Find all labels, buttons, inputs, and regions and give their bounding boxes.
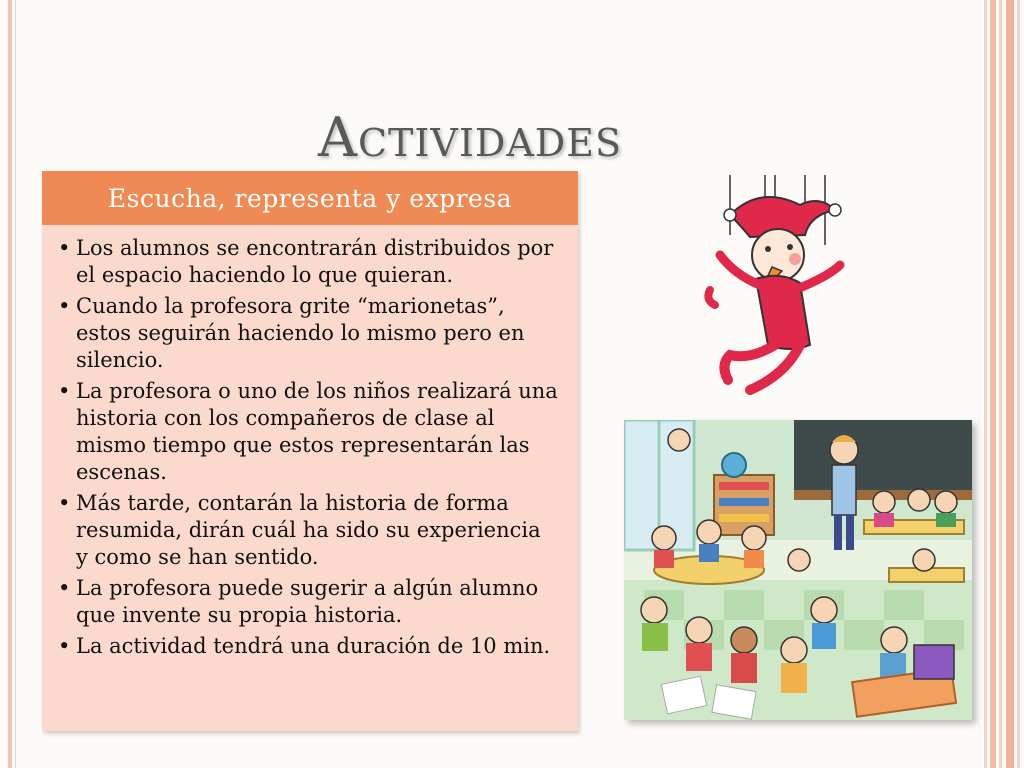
bullet-glyph: • bbox=[58, 491, 71, 515]
bullet-text: Los alumnos se encontrarán distribuidos por el espacio haciendo lo que quieran. bbox=[76, 236, 554, 287]
bullet-glyph: • bbox=[58, 236, 71, 260]
slide-title: Actividades bbox=[317, 106, 623, 170]
classroom-image bbox=[624, 420, 972, 720]
bullet-item bbox=[56, 490, 558, 571]
activity-card bbox=[42, 171, 578, 731]
bullet-glyph: • bbox=[58, 576, 71, 600]
bullet-list bbox=[42, 235, 578, 660]
bullet-text: Cuando la profesora grite “marionetas”, estos seguirán haciendo lo mismo pero en silencio. bbox=[76, 294, 525, 372]
card-header: Escucha, representa y expresa bbox=[42, 171, 578, 225]
bullet-item bbox=[56, 575, 558, 629]
bullet-text: La profesora puede sugerir a algún alumno que invente su propia historia. bbox=[76, 576, 539, 627]
bullet-item bbox=[56, 378, 558, 486]
bullet-item bbox=[56, 293, 558, 374]
bullet-text: La actividad tendrá una duración de 10 min. bbox=[76, 634, 551, 658]
bullet-glyph: • bbox=[58, 379, 71, 403]
bullet-text: Más tarde, contarán la historia de forma resumida, dirán cuál ha sido su experiencia y como se han sentido. bbox=[76, 491, 541, 569]
right-frame-stripes bbox=[984, 0, 1024, 768]
bullet-glyph: • bbox=[58, 634, 71, 658]
bullet-item bbox=[56, 633, 558, 660]
bullet-text: La profesora o uno de los niños realizará una historia con los compañeros de clase al mismo tiempo que estos representarán las escenas. bbox=[76, 379, 558, 484]
jester-puppet-image bbox=[690, 175, 860, 410]
bullet-item bbox=[56, 235, 558, 289]
bullet-glyph: • bbox=[58, 294, 71, 318]
